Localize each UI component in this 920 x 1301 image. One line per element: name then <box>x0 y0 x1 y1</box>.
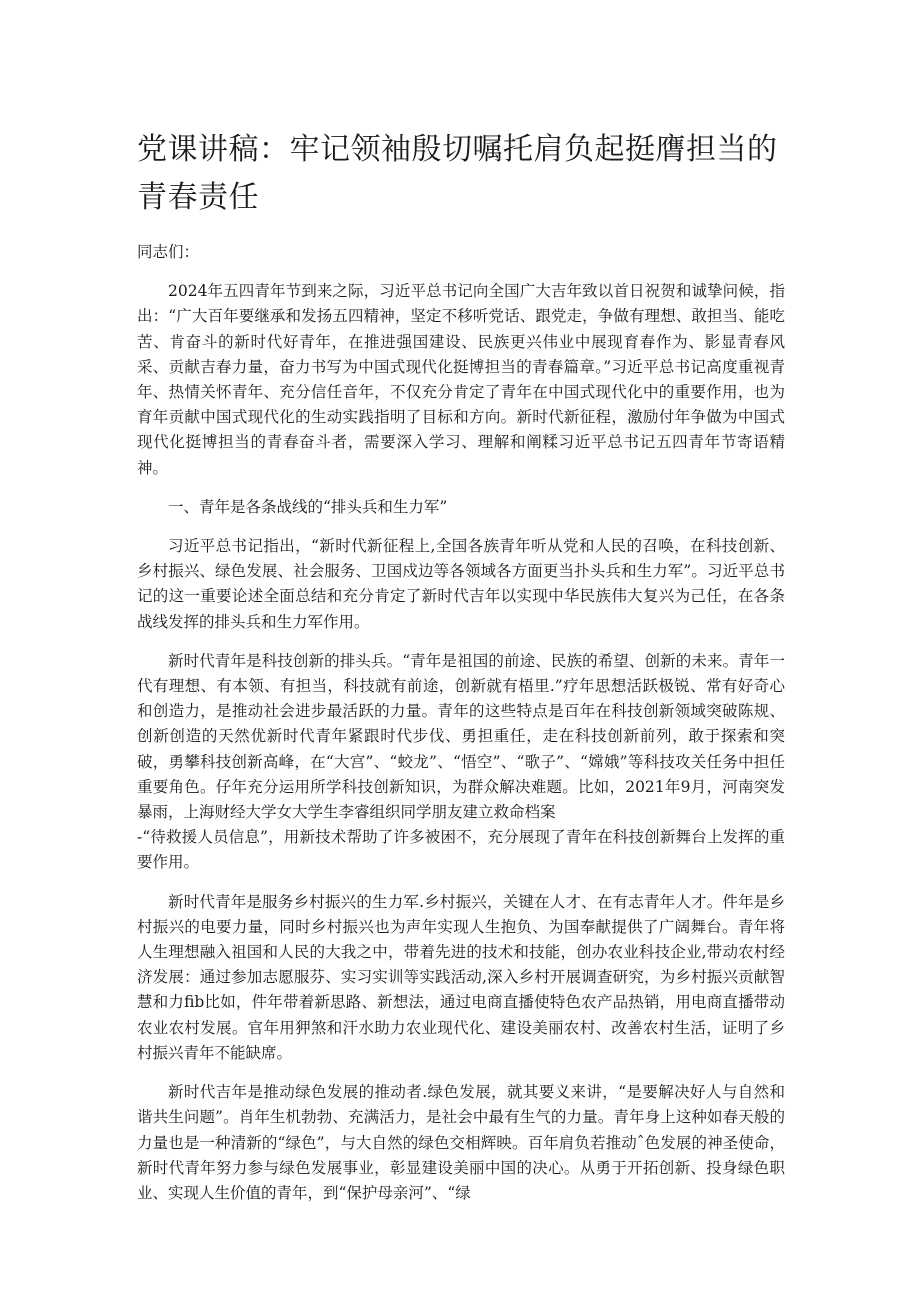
document-body <box>137 240 785 1220</box>
paragraph-rural-revitalization: 新时代青年是服务乡村振兴的生力军.乡村振兴，关键在人才、在有志青年人才。件年是乡村振兴的电要力量，同时乡村振兴也为声年实现人生抱负、为国奉献提供了广阔舞台。青年将人生理想融入祖国和人民的大我之中，带着先进的技术和技能，创办农业科技企业,带动农村经济发展：通过参加志愿服芬、实习实训等实践活动,深入乡村开展调查研究，为乡村振兴贡献智慧和力fib比如，件年带着新思路、新想法，通过电商直播使特色农产品热销，用电商直播带动农业农村发展。官年用狎煞和汗水助力农业现代化、建设美丽农村、改善农村生活，证明了乡村振兴青年不能缺席。 <box>137 892 785 1062</box>
paragraph-tech-innovation: 新时代青年是科技创新的排头兵。“青年是祖国的前途、民族的希望、创新的未来。青年一代有理想、有本领、有担当，科技就有前途，创新就有梧里.”疗年思想活跃极锐、常有好奇心和创造力，是推动社会进步最活跃的力量。青年的这些特点是百年在科技创新领域突破陈规、创新创造的天然优新时代青年紧跟时代步伐、勇担重任，走在科技创新前列，敢于探索和突破，勇攀科技创新高峰，在“大宫”、“蛟龙”、“悟空”、“歌子”、“嫦娥”等科技攻关任务中担任重要角色。仔年充分运用所学科技创新知识，为群众解决难题。比如，2021年9月，河南突发暴雨，上海财经大学女大学生李睿组织同学朋友建立救命档案 <box>137 651 785 822</box>
section-heading-1: 一、青年是各条战线的“排头兵和生力军” <box>168 497 448 516</box>
document-title: 党课讲稿：牢记领袖殷切嘱托肩负起挺膺担当的青春责任 <box>137 132 778 215</box>
paragraph-tech-innovation-continued: -“待救援人员信息”，用新技术帮助了许多被困不，充分展现了青年在科技创新舞台上发挥的重要作用。 <box>137 828 785 872</box>
paragraph-intro: 2024年五四青年节到来之际，习近平总书记向全国广大吉年致以首日祝贺和诚挚问候，指出：“广大百年要继承和发扬五四精神，坚定不移听党话、跟党走，争做有理想、敢担当、能吃苦、肯奋斗的新时代好青年，在推进强国建设、民族更兴伟业中展现育春作为、影显青春风采、贡献吉春力量，奋力书写为中国式现代化挺博担当的青春篇章。”习近平总书记高度重视青年、热情关怀青年、充分信任音年，不仅充分肯定了青年在中国式现代化中的重要作用，也为育年贡献中国式现代化的生动实践指明了目标和方向。新时代新征程，激励付年争做为中国式现代化挺博担当的青春奋斗者，需要深入学习、理解和阐糅习近平总书记五四青年节寄语精神。 <box>137 282 785 477</box>
salutation: 同志们： <box>137 243 200 261</box>
paragraph-frontline: 习近平总书记指出，“新时代新征程上,全国各族青年听从党和人民的召唤，在科技创新、乡村振兴、绿色发展、社会服务、卫国戍边等各领域各方面更当扑头兵和生力军”。习近平总书记的这一重要论述全面总结和充分肯定了新时代吉年以实现中华民族伟大复兴为己任，在各条战线发挥的排头兵和生力军作用。 <box>137 537 785 631</box>
paragraph-green-development: 新时代吉年是推动绿色发展的推动者.绿色发展，就其要义来讲，“是要解决好人与自然和谐共生问题”。肖年生机勃勃、充满活力，是社会中最有生气的力量。青年身上这种如春天般的力量也是一种清新的“绿色”，与大自然的绿色交相辉映。百年肩负若推动ˆ色发展的神圣使命，新时代青年努力参与绿色发展事业，彰显建设美丽中国的决心。从勇于开拓创新、投身绿色职业、实现人生价值的青年，到“保护母亲河”、“绿 <box>137 1083 785 1202</box>
